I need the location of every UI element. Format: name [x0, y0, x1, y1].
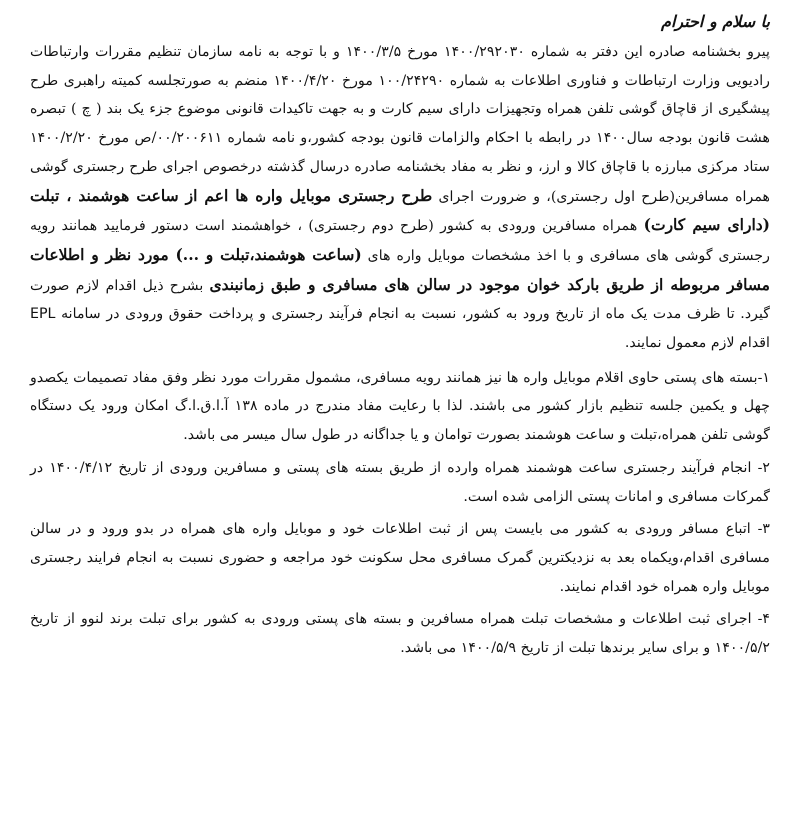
paragraph-text-closing: اقدام لازم معمول نمایند.: [624, 335, 770, 352]
paragraph-emphasis-barcode: (ساعت هوشمند،تبلت و ...) مورد نظر و اطلاعات مسافر مربوطه از طریق بارکد خوان موجود در سالن های مسافری و طبق زمانبندی: [30, 244, 770, 294]
paragraph-text-deadline: بشرح ذیل اقدام لازم صورت گیرد. تا ظرف مدت یک ماه از تاریخ ورود به کشور، نسبت به انجام فرآیند رجستری و پرداخت حقوق ورودی در سامانه: [30, 277, 770, 323]
epl-system-name: EPL: [30, 306, 56, 323]
paragraph-text-intro: پیرو بخشنامه صادره این دفتر به شماره ۱۴۰۰/۲۹۲۰۳۰ مورخ ۱۴۰۰/۳/۵ و با توجه به نامه سازمان تنظیم مقررات وارتباطات رادیویی وزارت ارتباطات و فناوری اطلاعات به شماره ۱۰۰/۲۴۲۹۰ مورخ ۱۴۰۰/۴/۲۰ منضم به صورتجلسه کمیته راهبری طرح پیشگیری از قاچاق گوشی تلفن همراه وتجهیزات دارای سیم کارت و به جهت تاکیدات قانونی موضوع جزء یک بند ( چ ) تبصره هشت قانون بودجه سال۱۴۰۰ در رابطه با احکام والزامات قانون بودجه کشور،و نامه شماره ۰۰/۲۰۰۶۱۱/ص مورخ ۱۴۰۰/۲/۲۰ ستاد مرکزی مبارزه با قاچاق کالا و ارز، و نظر به مفاد بخشنامه صادره درسال گذشته درخصوص اجرای طرح رجستری گوشی همراه مسافرین(طرح اول رجستری)، و ضرورت اجرای: [30, 44, 771, 205]
list-item: ۳- اتباع مسافر ورودی به کشور می بایست پس از ثبت اطلاعات خود و موبایل واره های همراه در بدو ورود و در سالن مسافری اقدام،ویکماه بعد به نزدیکترین گمرک مسافری محل سکونت خود مراجعه و حضوری نسبت به انجام فرایند رجستری موبایل واره همراه خود اقدام نمایند.: [30, 521, 770, 595]
paragraph-text-request: همراه مسافرین ورودی به کشور (طرح دوم رجستری) ، خواهشمند است دستور فرمایید همانند رویه رجستری گوشی های مسافری و با اخذ مشخصات موبایل واره های: [30, 218, 770, 264]
greeting-heading: با سلام و احترام: [661, 12, 770, 31]
list-item: ۲- انجام فرآیند رجستری ساعت هوشمند همراه وارده از طریق بسته های پستی و مسافرین ورودی از تاریخ ۱۴۰۰/۴/۱۲ در گمرکات مسافری و امانات پستی الزامی شده است.: [30, 459, 770, 505]
paragraph-emphasis-plan: طرح رجستری موبایل واره ها اعم از ساعت هوشمند ، تبلت (دارای سیم کارت): [30, 185, 770, 235]
list-item: ۱-بسته های پستی حاوی اقلام موبایل واره ها نیز همانند رویه مسافری، مشمول مقررات مورد نظر وفق مفاد تصمیمات یکصدو چهل و یکمین جلسه تنظیم بازار کشور می باشند. لذا با رعایت مفاد مندرج در ماده ۱۳۸ آ.ا.ق.ا.گ امکان ورود یک دستگاه گوشی تلفن همراه،تبلت و ساعت هوشمند بصورت توامان و یا جداگانه در طول سال میسر می باشد.: [30, 369, 770, 444]
list-item: ۴- اجرای ثبت اطلاعات و مشخصات تبلت همراه مسافرین و بسته های پستی ورودی به کشور برای تبلت برند لنوو از تاریخ ۱۴۰۰/۵/۲ و برای سایر برندها تبلت از تاریخ ۱۴۰۰/۵/۹ می باشد.: [30, 611, 770, 657]
main-paragraph: [30, 38, 770, 358]
